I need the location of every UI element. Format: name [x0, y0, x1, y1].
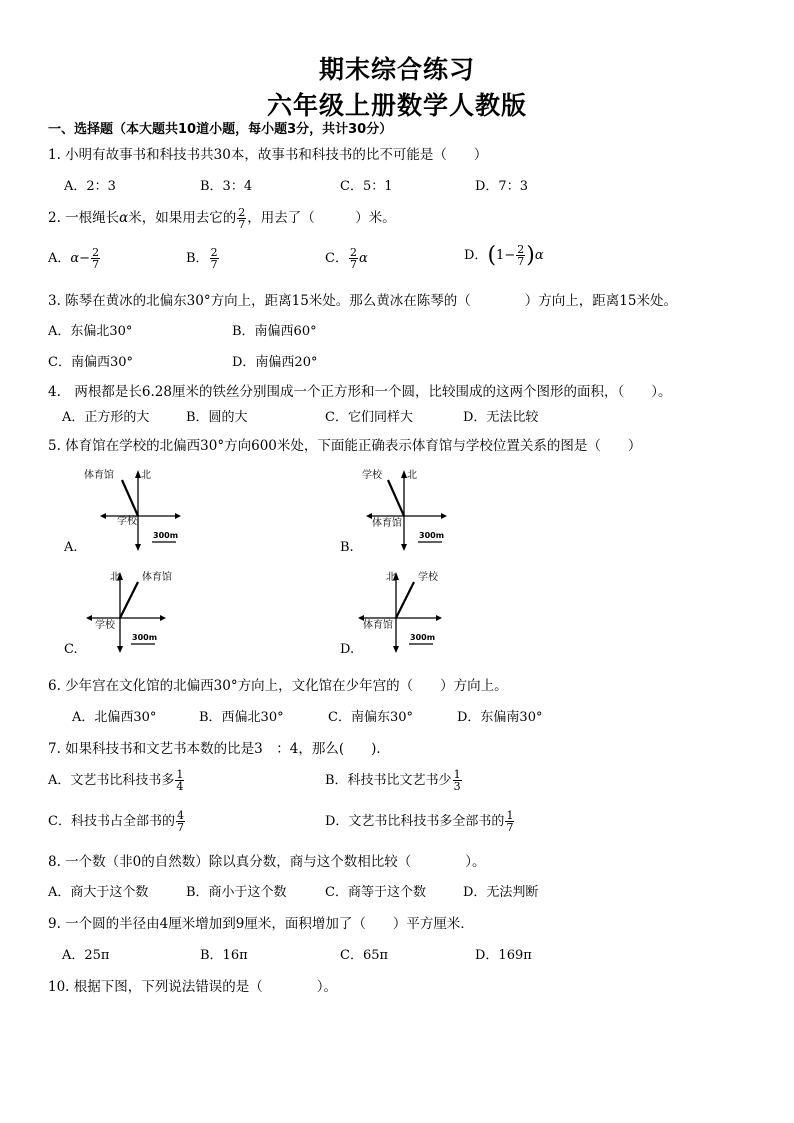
q8-option-b[interactable]: B．商小于这个数: [186, 885, 287, 900]
q5a-school: 学校: [117, 516, 137, 527]
q7-d-num: 1: [506, 809, 514, 822]
question-9: 9. 一个圆的半径由4厘米增加到9厘米，面积增加了（ ）平方厘米．: [48, 916, 474, 932]
q2-variable: α: [119, 210, 129, 226]
q4-option-d[interactable]: D．无法比较: [463, 410, 539, 425]
q2-d-num: 2: [517, 243, 525, 256]
q3-option-b[interactable]: B．南偏西60°: [232, 324, 317, 339]
q5c-scale: 300m: [132, 633, 158, 642]
q8-option-c[interactable]: C．商等于这个数: [325, 885, 426, 900]
q2-frac-den: 7: [238, 218, 246, 231]
q7-b-text: B．科技书比文艺书少: [325, 773, 452, 788]
q2-d-label: D．: [464, 248, 488, 263]
q2-text-post: ，用去了（ ）米。: [247, 210, 396, 226]
q2-b-frac: [210, 247, 219, 270]
q2-d-lparen: (: [487, 243, 497, 268]
q2-text-pre: 2. 一根绳长: [48, 210, 120, 226]
q2-c-var: α: [358, 251, 368, 266]
q6-option-a[interactable]: A．北偏西30°: [72, 710, 157, 725]
q3-option-a[interactable]: A．东偏北30°: [48, 324, 133, 339]
q6-option-d[interactable]: D．东偏南30°: [457, 710, 543, 725]
q5a-north: 北: [141, 470, 151, 481]
q2-c-frac: [349, 247, 358, 270]
q8-option-a[interactable]: A．商大于这个数: [48, 885, 149, 900]
q2-a-frac: [91, 247, 100, 270]
q7-d-den: 7: [506, 821, 514, 834]
q5d-north: 北: [386, 572, 396, 583]
q2-d-frac: [516, 244, 525, 267]
q7-c-text: C．科技书占全部书的: [48, 814, 175, 829]
question-10: 10. 根据下图，下列说法错误的是（ ）。: [48, 979, 338, 995]
page-subtitle: 六年级上册数学人教版: [266, 91, 527, 120]
q2-option-b[interactable]: [186, 247, 220, 270]
q5-diagram-b[interactable]: [346, 466, 456, 552]
q9-option-d[interactable]: D．169π: [475, 948, 532, 963]
q2-b-num: 2: [210, 246, 218, 259]
q4-option-b[interactable]: B．圆的大: [186, 410, 248, 425]
q7-option-c[interactable]: [48, 810, 186, 833]
q5-diagram-d[interactable]: [346, 568, 456, 654]
q2-b-label: B．: [186, 251, 209, 266]
q2-d-var: α: [534, 248, 544, 263]
q2-frac-num: 2: [238, 206, 246, 219]
q7-b-den: 3: [453, 780, 461, 793]
q5-option-b[interactable]: B.: [340, 540, 354, 555]
q7-d-text: D．文艺书比科技书多全部书的: [325, 814, 505, 829]
q4-option-c[interactable]: C．它们同样大: [325, 410, 413, 425]
q2-text-mid: 米，如果用去它的: [128, 210, 237, 226]
q5d-school: 学校: [418, 572, 438, 583]
q7-c-num: 4: [176, 809, 184, 822]
question-8: 8. 一个数（非0的自然数）除以真分数，商与这个数相比较（ ）。: [48, 854, 486, 870]
question-1: 1. 小明有故事书和科技书共30本，故事书和科技书的比不可能是（ ）: [48, 147, 488, 163]
q5-diagram-a[interactable]: [80, 466, 190, 552]
q2-c-label: C．: [325, 251, 348, 266]
q2-d-minus: −: [504, 248, 516, 263]
q1-option-c[interactable]: C．5：1: [340, 179, 393, 194]
q5d-gym: 体育馆: [363, 620, 393, 631]
q5c-gym: 体育馆: [142, 572, 172, 583]
q2-d-den: 7: [517, 255, 525, 268]
q7-b-num: 1: [453, 768, 461, 781]
section-heading: 一、选择题（本大题共10道小题，每小题3分，共计30分）: [48, 122, 393, 137]
q9-option-b[interactable]: B．16π: [200, 948, 248, 963]
question-6: 6. 少年宫在文化馆的北偏西30°方向上，文化馆在少年宫的（ ）方向上。: [48, 678, 508, 694]
q7-a-num: 1: [176, 768, 184, 781]
q5b-school: 学校: [362, 470, 382, 481]
q2-a-minus: −: [79, 251, 91, 266]
q2-c-num: 2: [349, 246, 357, 259]
q7-c-den: 7: [176, 821, 184, 834]
q2-b-den: 7: [210, 258, 218, 271]
q6-option-c[interactable]: C．南偏东30°: [328, 710, 413, 725]
q1-option-a[interactable]: A．2：3: [64, 179, 116, 194]
q5d-scale: 300m: [410, 633, 436, 642]
q6-option-b[interactable]: B．西偏北30°: [199, 710, 284, 725]
q4-option-a[interactable]: A．正方形的大: [62, 410, 150, 425]
q5b-gym: 体育馆: [372, 518, 402, 529]
q3-option-d[interactable]: D．南偏西20°: [232, 355, 318, 370]
page-title: 期末综合练习: [318, 55, 475, 84]
q2-a-num: 2: [92, 246, 100, 259]
q5b-north: 北: [407, 470, 417, 481]
q8-option-d[interactable]: D．无法判断: [463, 885, 539, 900]
q5c-north: 北: [110, 572, 120, 583]
q2-option-a[interactable]: [48, 247, 101, 270]
q2-option-c[interactable]: [325, 247, 368, 270]
q9-option-a[interactable]: A．25π: [62, 948, 110, 963]
q7-a-den: 4: [176, 780, 184, 793]
q1-option-d[interactable]: D．7：3: [475, 179, 528, 194]
q1-option-b[interactable]: B．3：4: [200, 179, 253, 194]
q2-option-d[interactable]: [464, 243, 544, 268]
q5a-gym: 体育馆: [84, 470, 114, 481]
q5a-scale: 300m: [153, 531, 179, 540]
q2-a-var: α: [70, 251, 80, 266]
q5-option-d[interactable]: D.: [340, 642, 355, 657]
question-4: 4. 两根都是长6.28厘米的铁丝分别围成一个正方形和一个圆，比较围成的这两个图形的面积，（ ）。: [48, 384, 672, 400]
q2-d-rparen: ): [526, 243, 535, 268]
q9-option-c[interactable]: C．65π: [340, 948, 389, 963]
q7-a-frac: [175, 769, 184, 792]
q7-option-a[interactable]: [48, 769, 185, 792]
q2-a-den: 7: [92, 258, 100, 271]
question-3: 3. 陈琴在黄冰的北偏东30°方向上，距离15米处。那么黄冰在陈琴的（ ）方向上，距离15米处。: [48, 293, 677, 309]
q5-option-a[interactable]: A.: [64, 540, 78, 555]
q5c-school: 学校: [95, 620, 115, 631]
q2-a-label: A．: [48, 251, 71, 266]
q5-option-c[interactable]: C.: [64, 642, 78, 657]
q5-diagram-c[interactable]: [80, 568, 190, 654]
question-5: 5. 体育馆在学校的北偏西30°方向600米处，下面能正确表示体育馆与学校位置关系的图是（ ）: [48, 438, 642, 454]
question-2: [48, 206, 396, 230]
q7-b-frac: [453, 769, 462, 792]
q5b-scale: 300m: [419, 531, 445, 540]
q7-d-frac: [505, 810, 514, 833]
q7-a-text: A．文艺书比科技书多: [48, 773, 175, 788]
q2-c-den: 7: [349, 258, 357, 271]
q3-option-c[interactable]: C．南偏西30°: [48, 355, 133, 370]
q2-fraction: [237, 207, 246, 230]
q7-option-d[interactable]: [325, 810, 515, 833]
q7-c-frac: [176, 810, 185, 833]
question-7: 7. 如果科技书和文艺书本数的比是3 ：4，那么( )．: [48, 741, 390, 757]
q2-d-one: 1: [496, 248, 505, 263]
q7-option-b[interactable]: [325, 769, 463, 792]
